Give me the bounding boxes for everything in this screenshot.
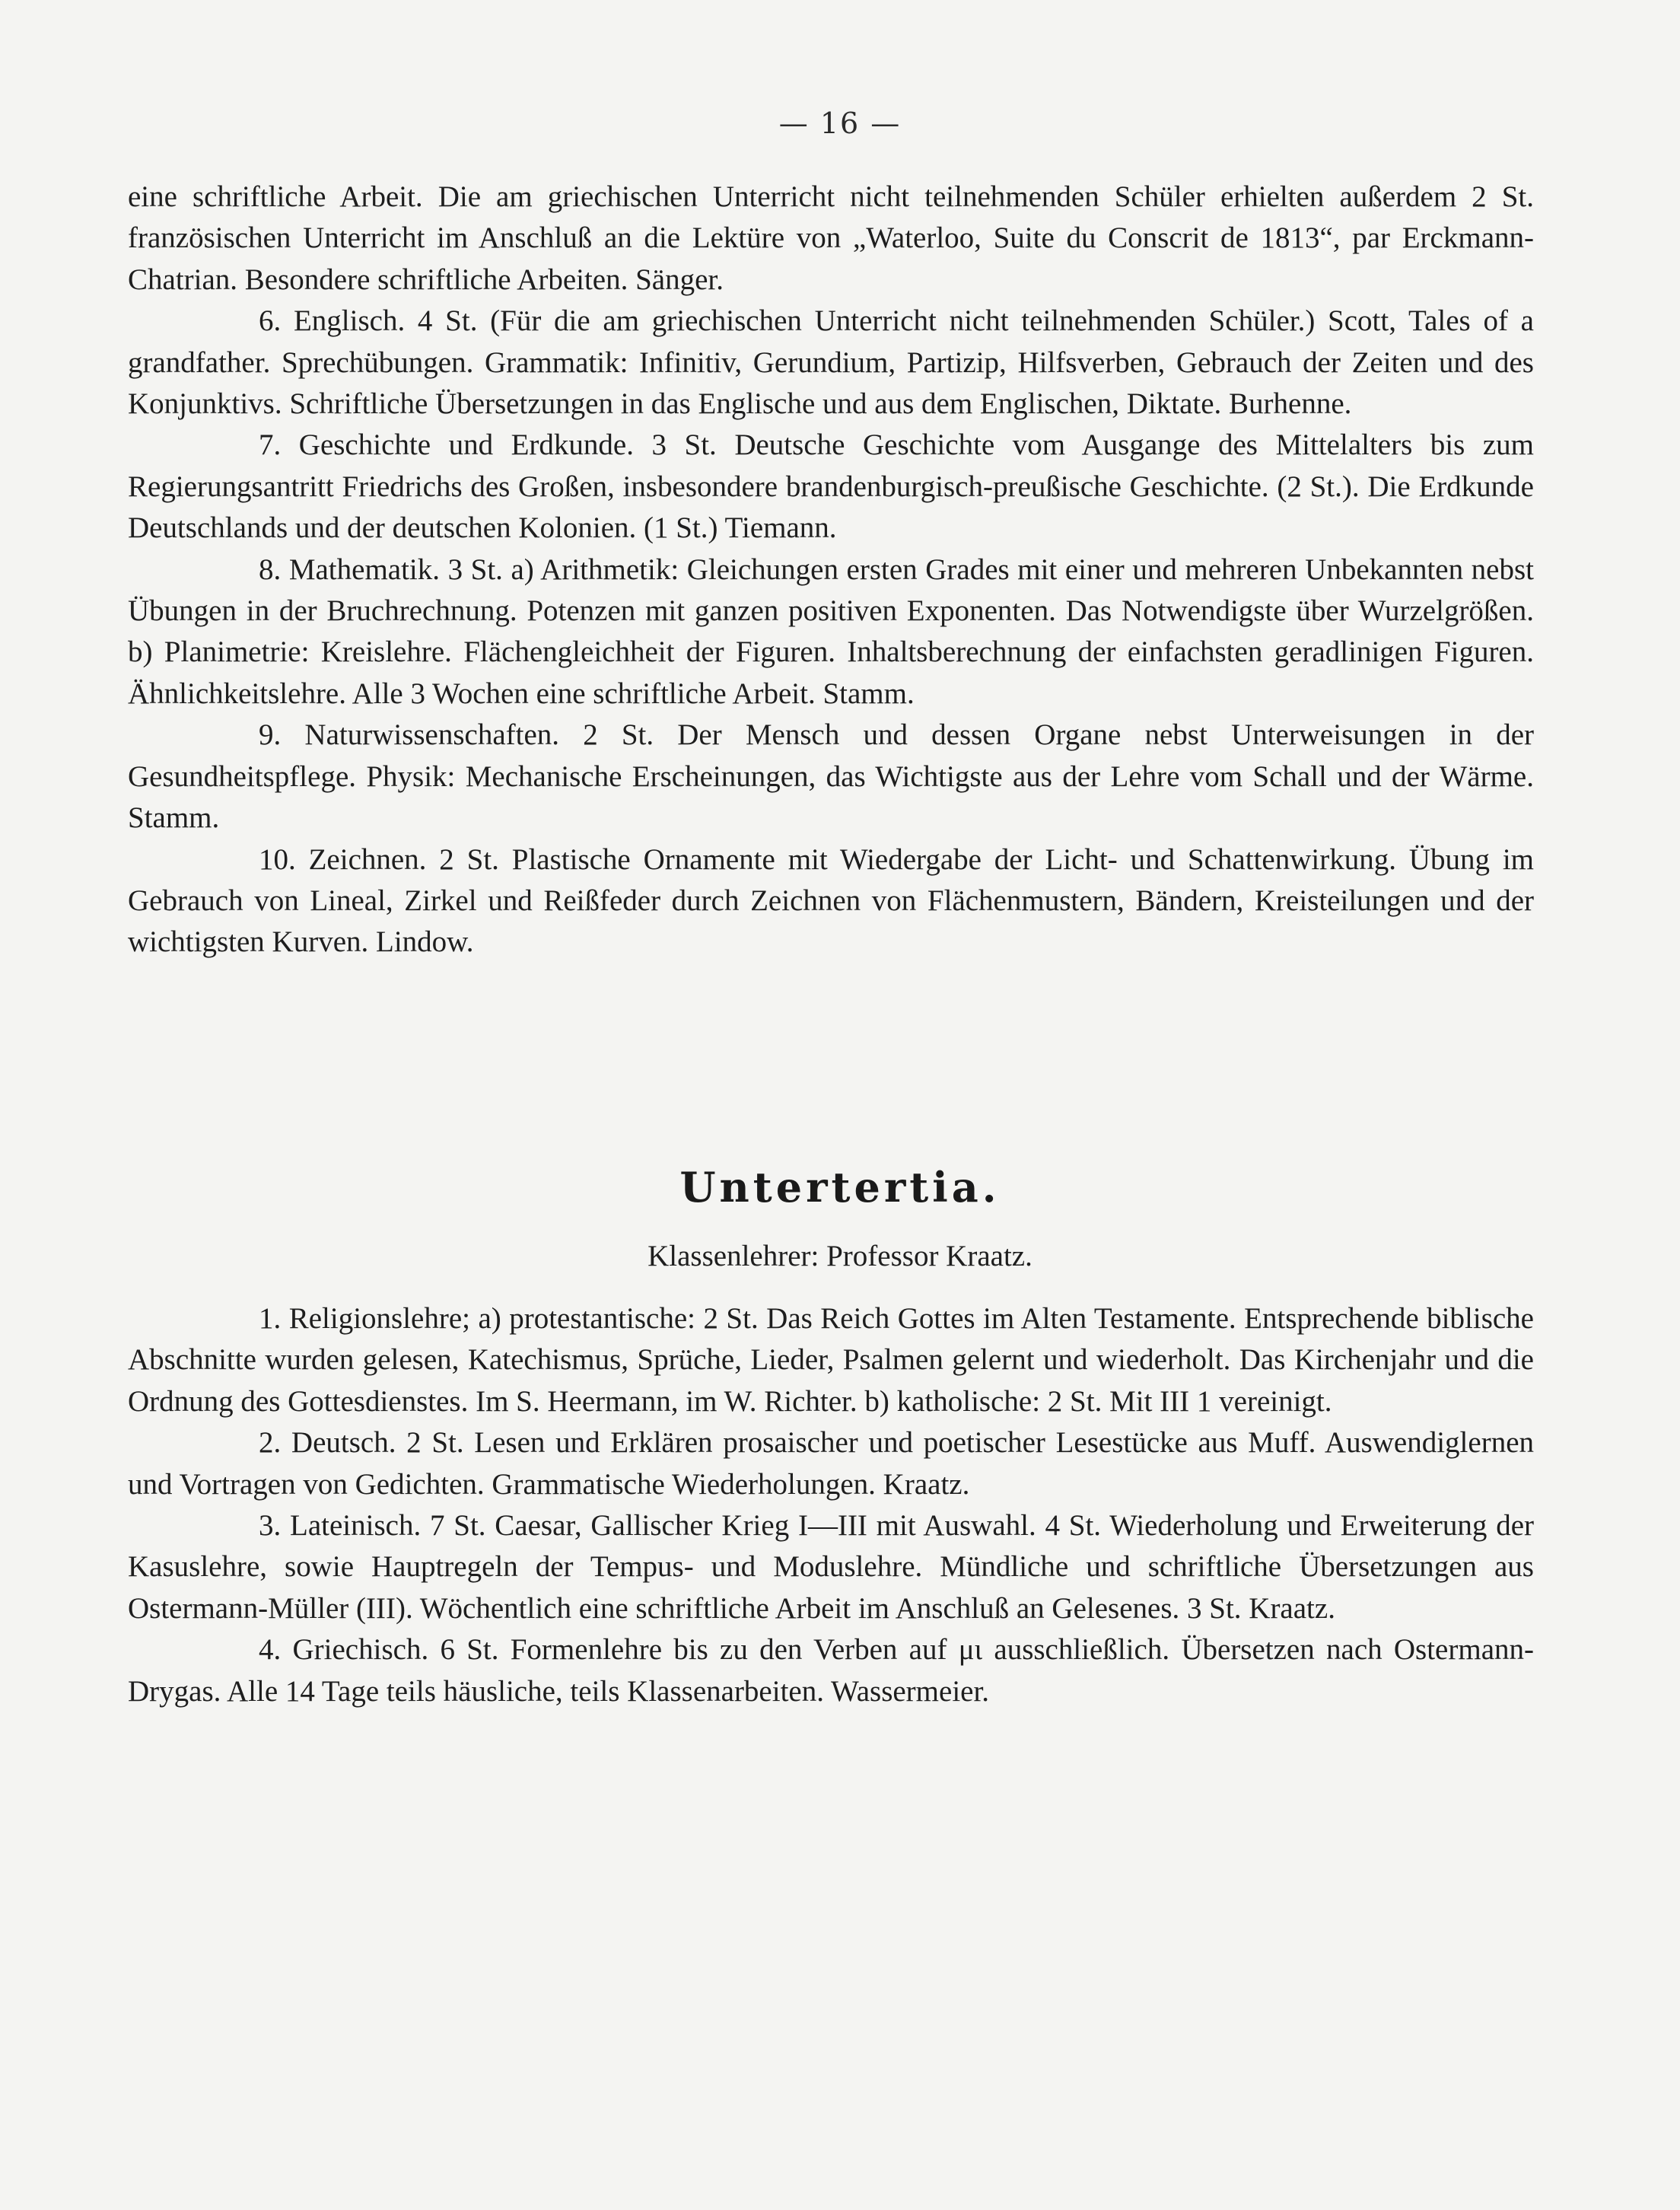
paragraph-griechisch: 4. Griechisch. 6 St. Formenlehre bis zu den Verben auf μι ausschließlich. Übersetzen nach Ostermann-Drygas. Alle 14 Tage teils häusliche, teils Klassenarbeiten. Wassermeier.	[128, 1633, 1534, 1708]
paragraph-naturwissenschaften: 9. Naturwissenschaften. 2 St. Der Mensch und dessen Organe nebst Unterweisungen in der Gesundheitspflege. Physik: Mechanische Erscheinungen, das Wichtigste aus der Lehre vom Schall und der Wärme. Stamm.	[128, 718, 1534, 835]
paragraph-lateinisch: 3. Lateinisch. 7 St. Caesar, Gallischer Krieg I—III mit Auswahl. 4 St. Wiederholung und Erweiterung der Kasuslehre, sowie Hauptregeln der Tempus- und Moduslehre. Mündliche und schriftliche Übersetzungen aus Ostermann-Müller (III). Wöchentlich eine schriftliche Arbeit im Anschluß an Gelesenes. 3 St. Kraatz.	[128, 1509, 1534, 1625]
paragraph-geschichte-erdkunde: 7. Geschichte und Erdkunde. 3 St. Deutsche Geschichte vom Ausgange des Mittelalters bis zum Regierungsantritt Friedrichs des Großen, insbesondere brandenburgisch-preußische Geschichte. (2 St.). Die Erdkunde Deutschlands und der deutschen Kolonien. (1 St.) Tiemann.	[128, 428, 1534, 545]
class-teacher-line: Klassenlehrer: Professor Kraatz.	[648, 1240, 1032, 1272]
paragraph-continuation-french: eine schriftliche Arbeit. Die am griechischen Unterricht nicht teilnehmenden Schüler erhielten außerdem 2 St. französischen Unterricht im Anschluß an die Lektüre von „Waterloo, Suite du Conscrit de 1813“, par Erckmann-Chatrian. Besondere schriftliche Arbeiten. Sänger.	[128, 180, 1534, 296]
page-number: — 16 —	[778, 107, 902, 140]
section-obertertia-subjects	[128, 177, 1534, 963]
paragraph-englisch: 6. Englisch. 4 St. (Für die am griechischen Unterricht nicht teilnehmenden Schüler.) Scott, Tales of a grandfather. Sprechübungen. Grammatik: Infinitiv, Gerundium, Partizip, Hilfsverben, Gebrauch der Zeiten und des Konjunktivs. Schriftliche Übersetzungen in das Englische und aus dem Englischen, Diktate. Burhenne.	[128, 304, 1534, 421]
paragraph-zeichnen: 10. Zeichnen. 2 St. Plastische Ornamente mit Wiedergabe der Licht- und Schattenwirkung. Übung im Gebrauch von Lineal, Zirkel und Reißfeder durch Zeichnen von Flächenmustern, Bändern, Kreisteilungen und der wichtigsten Kurven. Lindow.	[128, 842, 1534, 959]
paragraph-religionslehre: 1. Religionslehre; a) protestantische: 2 St. Das Reich Gottes im Alten Testamente. Entsprechende biblische Abschnitte wurden gelesen, Katechismus, Sprüche, Lieder, Psalmen gelernt und wiederholt. Das Kirchenjahr und die Ordnung des Gottesdienstes. Im S. Heermann, im W. Richter. b) katholische: 2 St. Mit III 1 vereinigt.	[128, 1302, 1534, 1418]
section-untertertia-subjects	[128, 1298, 1534, 1712]
paragraph-deutsch: 2. Deutsch. 2 St. Lesen und Erklären prosaischer und poetischer Lesestücke aus Muff. Auswendiglernen und Vortragen von Gedichten. Grammatische Wiederholungen. Kraatz.	[128, 1426, 1534, 1501]
paragraph-mathematik: 8. Mathematik. 3 St. a) Arithmetik: Gleichungen ersten Grades mit einer und mehreren Unbekannten nebst Übungen in der Bruchrechnung. Potenzen mit ganzen positiven Exponenten. Das Notwendigste über Wurzelgrößen. b) Planimetrie: Kreislehre. Flächengleichheit der Figuren. Inhaltsberechnung der einfachsten geradlinigen Figuren. Ähnlichkeitslehre. Alle 3 Wochen eine schriftliche Arbeit. Stamm.	[128, 552, 1534, 710]
section-heading-untertertia: Untertertia.	[679, 1163, 1001, 1212]
